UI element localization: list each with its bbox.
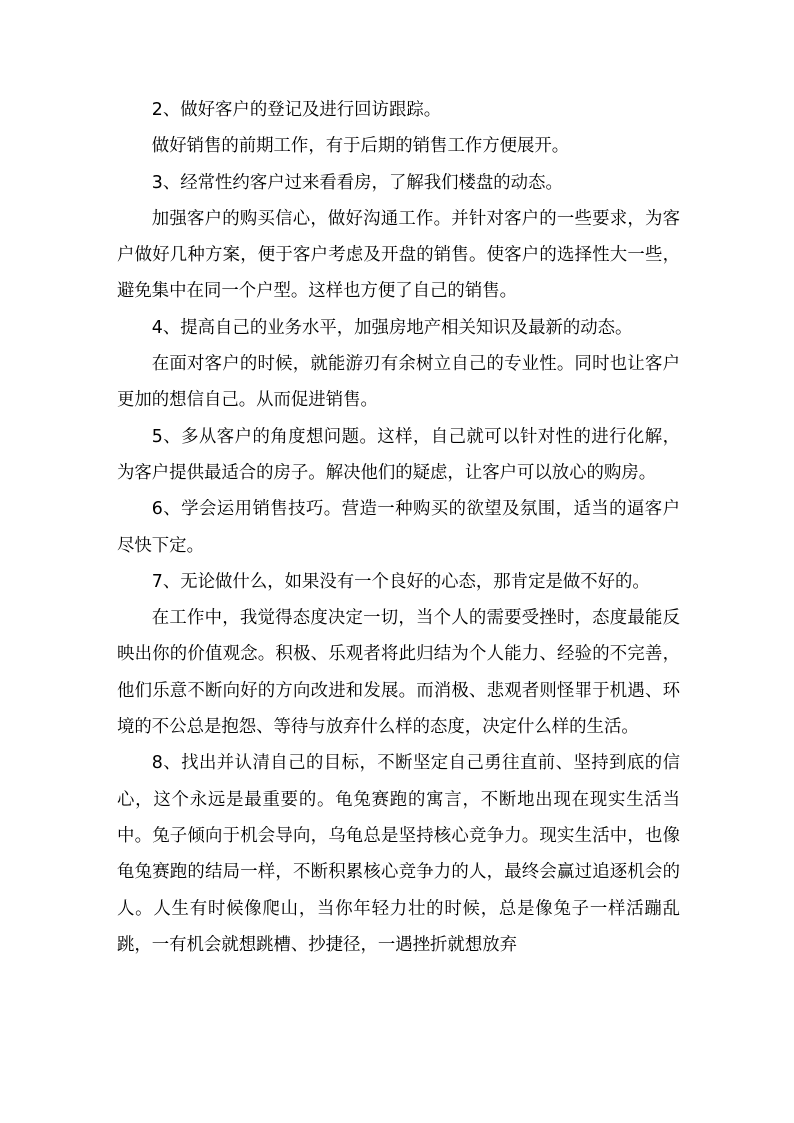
paragraph-item-6: 6、学会运用销售技巧。营造一种购买的欲望及氛围，适当的逼客户尽快下定。 xyxy=(117,499,680,556)
paragraph-item-8: 8、找出并认清自己的目标，不断坚定自己勇往直前、坚持到底的信心，这个永远是最重要的。龟兔赛跑的寓言，不断地出现在现实生活当中。兔子倾向于机会导向，乌龟总是坚持核心竞争力。现实生活中，也像龟兔赛跑的结局一样，不断积累核心竞争力的人，最终会赢过追逐机会的人。人生有时候像爬山，当你年轻力壮的时候，总是像兔子一样活蹦乱跳，一有机会就想跳槽、抄捷径，一遇挫折就想放弃 xyxy=(117,753,680,955)
paragraph-item-2-body: 做好销售的前期工作，有于后期的销售工作方便展开。 xyxy=(151,136,570,157)
paragraph-item-5: 5、多从客户的角度想问题。这样，自己就可以针对性的进行化解，为客户提供最适合的房子。解决他们的疑虑，让客户可以放心的购房。 xyxy=(117,426,680,483)
document-body xyxy=(117,92,680,963)
paragraph-item-2-title: 2、做好客户的登记及进行回访跟踪。 xyxy=(151,100,442,120)
paragraph-item-4-body: 在面对客户的时候，就能游刃有余树立自己的专业性。同时也让客户更加的想信自己。从而促进销售。 xyxy=(117,354,680,411)
paragraph-item-7-body: 在工作中，我觉得态度决定一切，当个人的需要受挫时，态度最能反映出你的价值观念。积极、乐观者将此归结为个人能力、经验的不完善，他们乐意不断向好的方向改进和发展。而消极、悲观者则怪罪于机遇、环境的不公总是抱怨、等待与放弃什么样的态度，决定什么样的生活。 xyxy=(117,608,680,738)
paragraph-item-3-title: 3、经常性约客户过来看看房，了解我们楼盘的动态。 xyxy=(151,172,563,193)
paragraph-item-3-body: 加强客户的购买信心，做好沟通工作。并针对客户的一些要求，为客户做好几种方案，便于客户考虑及开盘的销售。使客户的选择性大一些，避免集中在同一个户型。这样也方便了自己的销售。 xyxy=(117,208,680,302)
paragraph-item-7-title: 7、无论做什么，如果没有一个良好的心态，那肯定是做不好的。 xyxy=(151,571,650,592)
paragraph-item-4-title: 4、提高自己的业务水平，加强房地产相关知识及最新的动态。 xyxy=(151,317,633,338)
